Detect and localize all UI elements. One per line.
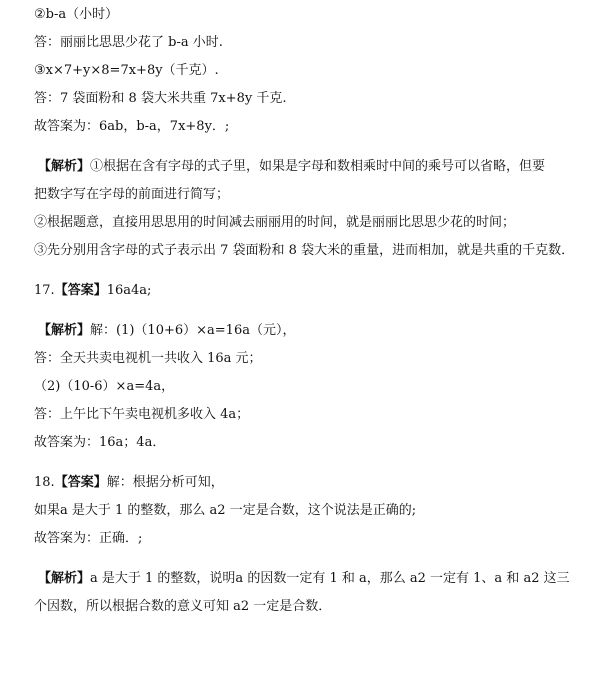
answer-text: 解：根据分析可知，	[106, 475, 224, 490]
text-line: 答：7 袋面粉和 8 袋大米共重 7x+8y 千克.	[34, 91, 287, 106]
text-line: ②b-a（小时）	[34, 7, 119, 22]
question-18-answer	[34, 474, 224, 492]
analysis-tag: 【解析】	[38, 323, 91, 338]
text-line: 故答案为：正确．;	[34, 531, 143, 546]
question-17-analysis	[38, 322, 295, 340]
text-line: ②根据题意，直接用思思用的时间减去丽丽用的时间，就是丽丽比思思少花的时间；	[34, 215, 516, 230]
text-line: 答：丽丽比思思少花了 b-a 小时.	[34, 35, 223, 50]
question-17-answer	[34, 282, 151, 300]
text-line: 答：全天共卖电视机一共收入 16a 元；	[34, 351, 262, 366]
text-line: （2)（10-6）×a=4a，	[34, 379, 175, 394]
answer-tag: 【答案】	[54, 475, 107, 490]
text-line: ③先分别用含字母的式子表示出 7 袋面粉和 8 袋大米的重量，进而相加，就是共重的千克数．	[34, 243, 575, 258]
text-line: 把数字写在字母的前面进行简写；	[34, 187, 230, 202]
analysis-text: a 是大于 1 的整数，说明a 的因数一定有 1 和 a，那么 a2 一定有 1、a 和 a2 这三	[90, 571, 570, 586]
analysis-tag: 【解析】	[38, 571, 91, 586]
question-number: 17.	[34, 283, 55, 298]
analysis-tag: 【解析】	[38, 159, 91, 174]
text-line: 如果a 是大于 1 的整数，那么 a2 一定是合数，这个说法是正确的;	[34, 503, 417, 518]
answer-tag: 【答案】	[54, 283, 107, 298]
analysis-text: 解：(1)（10+6）×a=16a（元），	[90, 323, 296, 338]
text-line: 个因数，所以根据合数的意义可知 a2 一定是合数．	[34, 599, 332, 614]
analysis-paragraph	[38, 158, 545, 176]
text-line: 故答案为：16a；4a．	[34, 435, 166, 450]
text-line: ③x×7+y×8=7x+8y（千克）.	[34, 63, 219, 78]
answer-text: 16a4a;	[106, 283, 152, 298]
question-18-analysis	[38, 570, 570, 588]
analysis-text: ①根据在含有字母的式子里，如果是字母和数相乘时中间的乘号可以省略，但要	[90, 159, 546, 174]
text-line: 故答案为：6ab，b-a，7x+8y．;	[34, 119, 230, 134]
text-line: 答：上午比下午卖电视机多收入 4a；	[34, 407, 250, 422]
question-number: 18.	[34, 475, 55, 490]
